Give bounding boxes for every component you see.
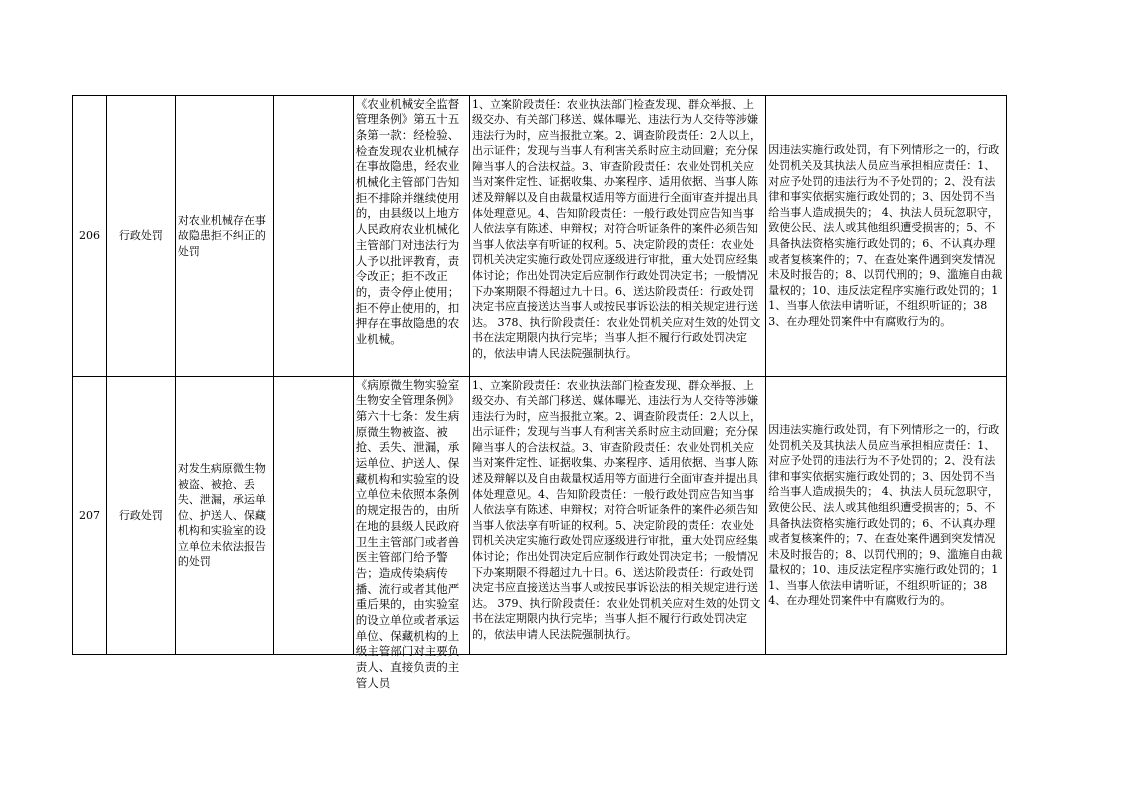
- item-name: 对农业机械存在事故隐患拒不纠正的处罚: [175, 96, 273, 377]
- power-type: 行政处罚: [106, 377, 175, 655]
- table-row: [73, 96, 1007, 377]
- legal-basis-cell: [353, 96, 469, 377]
- responsibility-cell: [470, 96, 766, 377]
- table-row: [73, 377, 1007, 655]
- legal-basis: 《病原微生物实验室生物安全管理条例》第六十七条：发生病原微生物被盗、被抢、丢失、泄漏，承运单位、护送人、保藏机构和实验室的设立单位未依照本条例的规定报告的，由所在地的县级人民政府卫生主管部门或者兽医主管部门给予警告；造成传染病传播、流行或者其他严重后果的，由实验室的设立单位或者承运单位、保藏机构的上级主管部门对主要负责人、直接负责的主管人员: [355, 377, 460, 690]
- item-name: 对发生病原微生物被盗、被抢、丢失、泄漏，承运单位、护送人、保藏机构和实验室的设立单位未依法报告的处罚: [175, 377, 273, 655]
- accountability-cell: [766, 377, 1007, 655]
- legal-basis: 《农业机械安全监督管理条例》第五十五条第一款：经检验、检查发现农业机械存在事故隐患，经农业机械化主管部门告知拒不排除并继续使用的，由县级以上地方人民政府农业机械化主管部门对违法行为人予以批评教育，责令改正；拒不改正的，责令停止使用；拒不停止使用的，扣押存在事故隐患的农业机械。: [355, 96, 460, 347]
- accountability-cell: [766, 96, 1007, 377]
- sub-item-cell: [273, 377, 353, 655]
- power-type: 行政处罚: [106, 96, 175, 377]
- responsibility-text: 1、立案阶段责任：农业执法部门检查发现、群众举报、上级交办、有关部门移送、媒体曝光、违法行为人交待等涉嫌违法行为时，应当报批立案。2、调查阶段责任：2人以上，出示证件；发现与当事人有利害关系时应主动回避；充分保障当事人的合法权益。3、审查阶段责任：农业处罚机关应当对案件定性、证据收集、办案程序、适用依据、当事人陈述及辩解以及自由裁量权适用等方面进行全面审查并提出具体处理意见。4、告知阶段责任：一般行政处罚应告知当事人依法享有陈述、申辩权；对符合听证条件的案件必须告知当事人依法享有听证的权利。5、决定阶段的责任：农业处罚机关决定实施行政处罚应逐级进行审批，重大处罚应经集体讨论；作出处罚决定后应制作行政处罚决定书；一般情况下办案期限不得超过九十日。6、送达阶段责任：行政处罚决定书应直接送达当事人或按民事诉讼法的相关规定进行送达。 378、执行阶段责任：农业处罚机关应对生效的处罚文书在法定期限内执行完毕；当事人拒不履行行政处罚决定的，依法申请人民法院强制执行。: [472, 97, 762, 360]
- responsibility-text: 1、立案阶段责任：农业执法部门检查发现、群众举报、上级交办、有关部门移送、媒体曝光、违法行为人交待等涉嫌违法行为时，应当报批立案。2、调查阶段责任：2人以上，出示证件；发现与当事人有利害关系时应主动回避；充分保障当事人的合法权益。3、审查阶段责任：农业处罚机关应当对案件定性、证据收集、办案程序、适用依据、当事人陈述及辩解以及自由裁量权适用等方面进行全面审查并提出具体处理意见。4、告知阶段责任：一般行政处罚应告知当事人依法享有陈述、申辩权；对符合听证条件的案件必须告知当事人依法享有听证的权利。5、决定阶段的责任：农业处罚机关决定实施行政处罚应逐级进行审批，重大处罚应经集体讨论；作出处罚决定后应制作行政处罚决定书；一般情况下办案期限不得超过九十日。6、送达阶段责任：行政处罚决定书应直接送达当事人或按民事诉讼法的相关规定进行送达。 379、执行阶段责任：农业处罚机关应对生效的处罚文书在法定期限内执行完毕；当事人拒不履行行政处罚决定的，依法申请人民法院强制执行。: [472, 378, 762, 641]
- row-number: 206: [73, 96, 107, 377]
- sub-item-cell: [273, 96, 353, 377]
- accountability-text: 因违法实施行政处罚，有下列情形之一的，行政处罚机关及其执法人员应当承担相应责任：1、对应予处罚的违法行为不予处罚的；2、没有法律和事实依据实施行政处罚的；3、因处罚不当给当事人造成损失的； 4、执法人员玩忽职守，致使公民、法人或其他组织遭受损害的；5、不具备执法资格实施行政处罚的；6、不认真办理或者复核案件的；7、在查处案件遇到突发情况未及时报告的；8、以罚代刑的；9、滥施自由裁量权的；10、违反法定程序实施行政处罚的；11、当事人依法申请听证，不组织听证的；384、在办理处罚案件中有腐败行为的。: [768, 422, 1003, 608]
- power-list-table: [72, 95, 1007, 690]
- accountability-text: 因违法实施行政处罚，有下列情形之一的，行政处罚机关及其执法人员应当承担相应责任：1、对应予处罚的违法行为不予处罚的；2、没有法律和事实依据实施行政处罚的；3、因处罚不当给当事人造成损失的； 4、执法人员玩忽职守，致使公民、法人或其他组织遭受损害的；5、不具备执法资格实施行政处罚的；6、不认真办理或者复核案件的；7、在查处案件遇到突发情况未及时报告的；8、以罚代刑的；9、滥施自由裁量权的；10、违反法定程序实施行政处罚的；11、当事人依法申请听证，不组织听证的；383、在办理处罚案件中有腐败行为的。: [768, 143, 1003, 328]
- row-number: 207: [73, 377, 107, 655]
- legal-basis-cell: [353, 377, 469, 690]
- responsibility-cell: [470, 377, 766, 655]
